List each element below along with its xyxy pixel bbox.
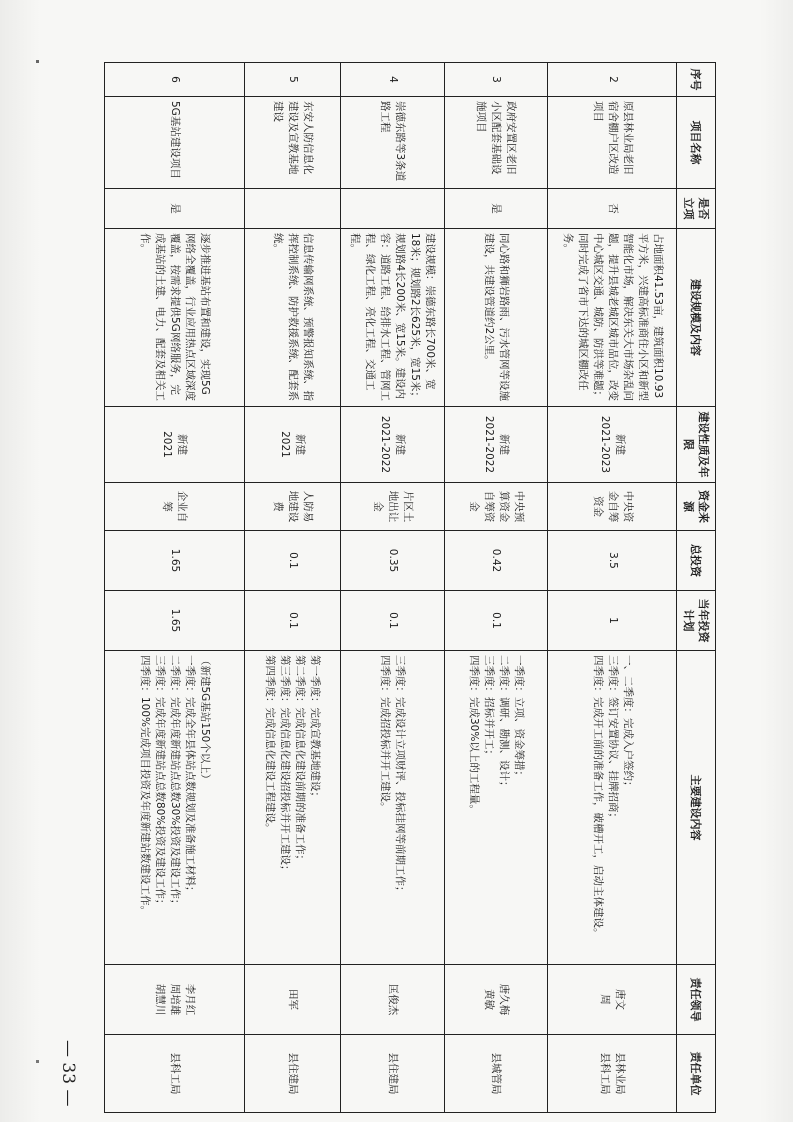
cell-name: 崇德东路等3条道路工程 <box>340 97 444 189</box>
cell-unit: 县科工局 <box>105 1035 245 1113</box>
table-row <box>444 63 548 1113</box>
header-nature: 建设性质及年限 <box>677 407 716 483</box>
cell-unit: 县城管局 <box>444 1035 548 1113</box>
header-source: 资金来源 <box>677 483 716 531</box>
cell-nature: 新建 2021-2022 <box>340 407 444 483</box>
project-table <box>104 62 716 1113</box>
cell-total: 3.5 <box>548 531 677 591</box>
cell-leader: 李月红 周培雄 胡慧川 <box>105 965 245 1035</box>
cell-leader: 匡俊杰 <box>340 965 444 1035</box>
cell-leader: 唐久梅 黄敏 <box>444 965 548 1035</box>
cell-annual: 1 <box>548 591 677 651</box>
header-row <box>677 63 716 1113</box>
cell-main: 一、二季度：完成入户签约； 三季度：签订安置协议、挂牌招商； 四季度：完成开工前的准备工作，破槽开工，启动主体建设。 <box>548 651 677 965</box>
cell-annual: 0.1 <box>340 591 444 651</box>
cell-unit: 县住建局 <box>244 1035 340 1113</box>
header-scale: 建设规模及内容 <box>677 229 716 407</box>
header-unit: 责任单位 <box>677 1035 716 1113</box>
cell-source: 人防易地建设费 <box>244 483 340 531</box>
cell-name: 东安人防信息化建设及宣教基地建设 <box>244 97 340 189</box>
cell-name: 5G基站建设项目 <box>105 97 245 189</box>
cell-approved <box>340 189 444 229</box>
cell-source: 中央资金自筹资金 <box>548 483 677 531</box>
cell-scale: 信息传输网系统、预警报知系统、指挥控制系统、防护救援系统、配套系统。 <box>244 229 340 407</box>
table-row <box>244 63 340 1113</box>
header-name: 项目名称 <box>677 97 716 189</box>
cell-name: 政府安置区老旧小区配套基础设施项目 <box>444 97 548 189</box>
cell-seq: 4 <box>340 63 444 97</box>
cell-leader: 唐文 周 <box>548 965 677 1035</box>
cell-seq: 2 <box>548 63 677 97</box>
header-annual: 当年投资计划 <box>677 591 716 651</box>
cell-total: 1.65 <box>105 531 245 591</box>
cell-main: 三季度：完成设计立项财评、投标挂网等前期工作； 四季度：完成招投标并开工建设。 <box>340 651 444 965</box>
cell-annual: 0.1 <box>244 591 340 651</box>
cell-main: 第一季度：完成宣教基地建设； 第二季度：完成信息化建设前期的准备工作； 第三季度：完成信息化建设招投标并开工建设； 第四季度：完成信息化建设工程建设。 <box>244 651 340 965</box>
table-row <box>105 63 245 1113</box>
cell-approved: 是 <box>444 189 548 229</box>
cell-source: 中央预算资金自筹资金 <box>444 483 548 531</box>
cell-unit: 县住建局 <box>340 1035 444 1113</box>
rotated-table-container <box>104 62 716 1112</box>
table-row <box>548 63 677 1113</box>
cell-annual: 0.1 <box>444 591 548 651</box>
cell-nature: 新建 2021-2022 <box>444 407 548 483</box>
cell-approved <box>244 189 340 229</box>
cell-scale: 建设规模：崇德东路长700米、宽18米；规划路2长625米，宽15米；规划路4长200米、宽15米。建设内容：道路工程、给排水工程、管网工程、绿化工程、亮化工程、交通工程。 <box>340 229 444 407</box>
cell-annual: 1.65 <box>105 591 245 651</box>
cell-total: 0.1 <box>244 531 340 591</box>
cell-main: 一季度：立项、资金筹措； 二季度：调研、勘测、设计； 三季度：招标并开工； 四季度：完成30%以上的工程量。 <box>444 651 548 965</box>
cell-total: 0.42 <box>444 531 548 591</box>
cell-source: 片区土地出让金 <box>340 483 444 531</box>
cell-nature: 新建 2021 <box>244 407 340 483</box>
page-number: — 33 — <box>58 1040 78 1107</box>
cell-scale: 占地面积41.53亩，建筑面积10.93平方米，兴建高标准商住小区和新型智能化市场，解决东关大市场杂乱问题，提升县城老城区城市品位，改变中心城区交通、城防、防洪等难题；同时完成了省市下达的城区棚改任务。 <box>548 229 677 407</box>
cell-main: （新建5G基站150个以上） 一季度：完成全年县体站点数规划及准备施工材料； 二季度：完成年度新建站点总数30%投资及建设工作； 三季度：完成年度新建站点总数80%投资及建设工作； 四季度：100%完成项目投资及年度新建站数建设工作。 <box>105 651 245 965</box>
cell-scale: 逐步推进基站布置和建设，实现5G网络全覆盖，行业应用热点区域深度覆盖，按需求提供5G网络服务，完成基站的土建、电力、配套及相关工作。 <box>105 229 245 407</box>
cell-nature: 新建 2021-2023 <box>548 407 677 483</box>
cell-name: 原县林业局老旧宿舍棚户区改造项目 <box>548 97 677 189</box>
header-seq: 序号 <box>677 63 716 97</box>
cell-total: 0.35 <box>340 531 444 591</box>
header-total: 总投资 <box>677 531 716 591</box>
header-main: 主要建设内容 <box>677 651 716 965</box>
header-leader: 责任领导 <box>677 965 716 1035</box>
cell-approved: 否 <box>548 189 677 229</box>
cell-approved: 是 <box>105 189 245 229</box>
cell-nature: 新建 2021 <box>105 407 245 483</box>
table-row <box>340 63 444 1113</box>
cell-leader: 田军 <box>244 965 340 1035</box>
cell-seq: 3 <box>444 63 548 97</box>
cell-unit: 县林业局 县科工局 <box>548 1035 677 1113</box>
cell-seq: 6 <box>105 63 245 97</box>
scan-dot <box>36 60 39 63</box>
cell-seq: 5 <box>244 63 340 97</box>
cell-scale: 同心路和狮岩路雨、污水管网等设施建设，共建设管道约2公里。 <box>444 229 548 407</box>
header-approved: 是否立项 <box>677 189 716 229</box>
cell-source: 企业自筹 <box>105 483 245 531</box>
